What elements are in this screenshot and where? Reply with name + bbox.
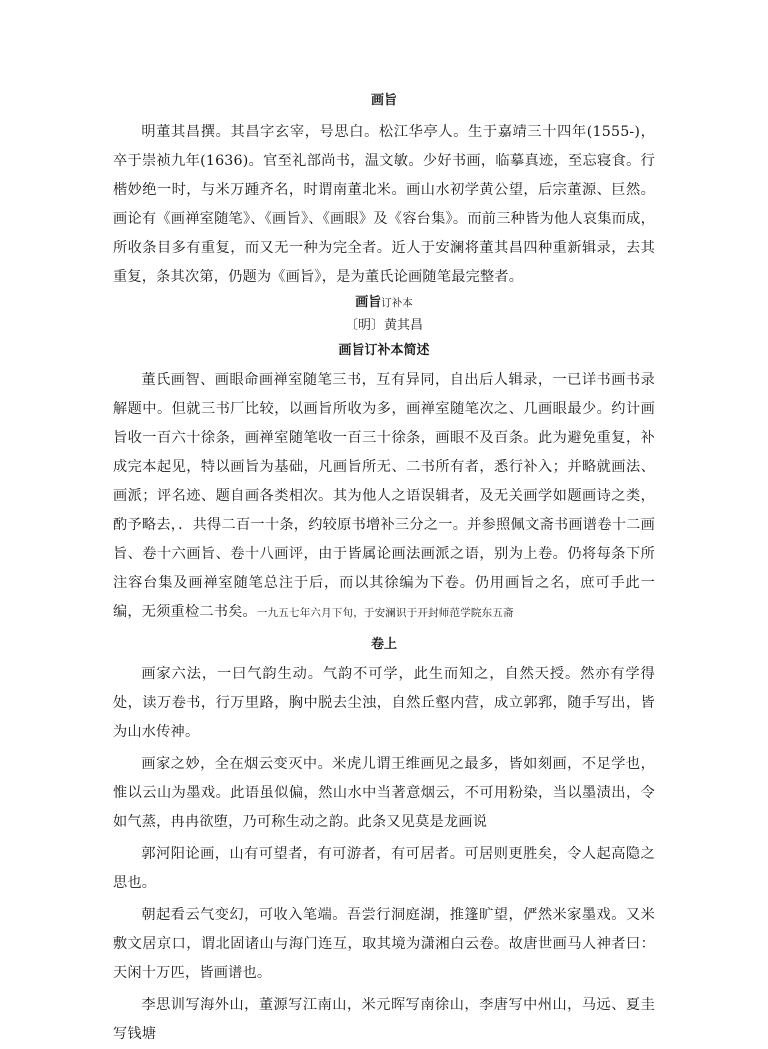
section-title: 画旨订补本简述	[338, 343, 430, 358]
subtitle-edition: 订补本	[381, 297, 413, 309]
author-line: 〔明〕黄其昌	[344, 318, 423, 333]
text-paragraph-5: 李思训写海外山，董源写江南山，米元晖写南徐山，李唐写中州山，马远、夏圭写钱塘	[113, 997, 655, 1042]
text-paragraph-4: 朝起看云气变幻，可收入笔端。吾尝行洞庭湖，推篷旷望，俨然米家墨戏。又米敷文居京口，谓北固诸山与海门连互，取其境为潇湘白云卷。故唐世画马人神者曰：天闲十万匹，皆画谱也。	[113, 907, 655, 981]
summary-paragraph	[113, 366, 655, 628]
document-title: 画旨	[370, 93, 397, 108]
text-paragraph-1: 画家六法，一曰气韵生动。气韵不可学，此生而知之，自然天授。然亦有学得处，读万卷书，行万里路，胸中脱去尘浊，自然丘壑内营，成立郭郛，随手写出，皆为山水传神。	[113, 666, 655, 740]
chapter-title: 卷上	[370, 637, 397, 652]
summary-text: 董氏画智、画眼命画禅室随笔三书，互有异同，自出后人辑录，一已详书画书录解题中。但就三书厂比较，以画旨所收为多，画禅室随笔次之、几画眼最少。约计画旨收一百六十徐条，画禅室随笔收一百三十徐条，画眼不及百条。此为避免重复，补成完本起见，特以画旨为基础，凡画旨所无、二书所有者，悉行补入；并略就画法、画派；评名迹、题自画各类相次。其为他人之语误辑者，及无关画学如题画诗之类，酌予略去，．共得二百一十条，约较原书增补三分之一。并参照佩文斋书画谱卷十二画旨、卷十六画旨、卷十八画评，由于皆属论画法画派之语，别为上卷。仍将每条下所注容台集及画禅室随笔总注于后，而以其徐编为下卷。仍用画旨之名，庶可手此一编，无须重检二书矣。	[113, 372, 655, 620]
text-paragraph-2: 画家之妙，全在烟云变灭中。米虎儿谓王维画见之最多，皆如刻画，不足学也，惟以云山为墨戏。此语虽似偏，然山水中当著意烟云，不可用粉染，当以墨渍出，令如气蒸，冉冉欲堕，乃可称生动之韵。此条又见莫是龙画说	[113, 756, 655, 830]
subtitle-main: 画旨	[355, 295, 382, 310]
document-page	[113, 88, 655, 1049]
summary-note: 一九五七年六月下旬，于安澜识于开封师范学院东五斋	[256, 607, 514, 619]
text-paragraph-3: 郭河阳论画，山有可望者，有可游者，有可居者。可居则更胜矣，令人起高隐之思也。	[113, 846, 655, 891]
intro-paragraph: 明董其昌撰。其昌字玄宰，号思白。松江华亭人。生于嘉靖三十四年(1555-)，卒于崇祯九年(1636)。官至礼部尚书，温文敏。少好书画，临摹真迹，至忘寝食。行楷妙绝一时，与米万踵齐名，时谓南董北米。画山水初学黄公望，后宗董源、巨然。画论有《画禅室随笔》、《画旨》、《画眼》及《容台集》。而前三种皆为他人哀集而成，所收条目多有重复，而又无一种为完全者。近人于安澜将董其昌四种重新辑录，去其重复，条其次第，仍题为《画旨》，是为董氏论画随笔最完整者。	[113, 124, 655, 285]
subtitle	[113, 294, 655, 312]
